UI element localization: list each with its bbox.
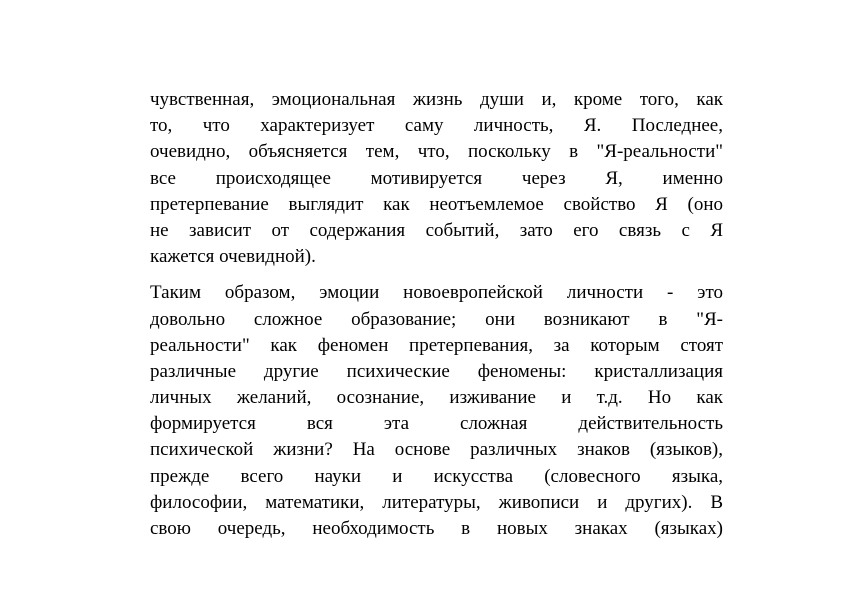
paragraph-2 bbox=[150, 280, 723, 542]
paragraph-spacer bbox=[150, 270, 723, 280]
text-line: не зависит от содержания событий, зато его связь с Я bbox=[150, 219, 723, 241]
text-line: довольно сложное образование; они возникают в "Я- bbox=[150, 308, 723, 330]
text-line: Таким образом, эмоции новоевропейской личности - это bbox=[150, 282, 723, 304]
text-line: претерпевание выглядит как неотъемлемое свойство Я (оно bbox=[150, 193, 723, 215]
text-line: чувственная, эмоциональная жизнь души и, кроме того, как bbox=[150, 89, 723, 110]
text-line: очевидно, объясняется тем, что, поскольку в "Я-реальности" bbox=[150, 141, 723, 163]
text-line: реальности" как феномен претерпевания, за которым стоят bbox=[150, 334, 723, 356]
text-line: различные другие психические феномены: кристаллизация bbox=[150, 360, 723, 382]
paragraph-1 bbox=[150, 87, 723, 270]
text-line: философии, математики, литературы, живописи и других). В bbox=[150, 491, 723, 513]
text-line: свою очередь, необходимость в новых знаках (языках) bbox=[150, 518, 723, 539]
text-line: кажется очевидной). bbox=[150, 246, 316, 268]
text-line: формируется вся эта сложная действительность bbox=[150, 413, 723, 435]
text-line: все происходящее мотивируется через Я, именно bbox=[150, 167, 723, 189]
text-line: то, что характеризует саму личность, Я. Последнее, bbox=[150, 115, 723, 137]
text-line: психической жизни? На основе различных знаков (языков), bbox=[150, 439, 723, 461]
body-text bbox=[150, 87, 723, 542]
text-line: прежде всего науки и искусства (словесного языка, bbox=[150, 465, 723, 487]
text-line: личных желаний, осознание, изживание и т.д. Но как bbox=[150, 387, 723, 409]
